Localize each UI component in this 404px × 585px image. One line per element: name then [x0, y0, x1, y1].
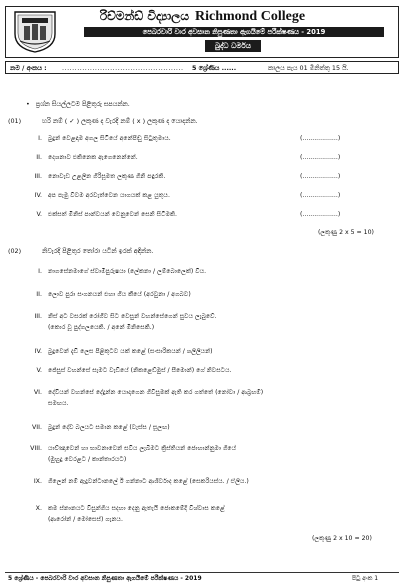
- school-name-english: Richmond College: [194, 8, 306, 24]
- name-fill-line: ................................................: [62, 64, 184, 72]
- q2-item-text[interactable]: ජේසුස් වහන්සේ සැමට වැඩියේ (නිකළෙඩ්මුස් / සීමොන්) ගේ නිවසටය.: [48, 367, 232, 374]
- q2-item-continuation: සමඟය.: [48, 400, 69, 407]
- q2-item-number: V.: [36, 367, 42, 374]
- q2-item-text[interactable]: කම ස්නානයට විසුන්ගිය සදහා දෙනු ඇතැයි ජොකමේදි විශ්වාස කළේ: [48, 505, 225, 512]
- q2-item: [20, 268, 206, 276]
- q2-item-text[interactable]: ලොව පුරා සංගනයන් එහා ගිය කීයේ (අරවුනා / අගබව): [48, 291, 191, 298]
- q2-item-number: VI.: [33, 389, 42, 396]
- q2-item-text[interactable]: බුදුන් දේව බලයට සමාන කළේ (වැස්ස / සූලඟ): [48, 424, 170, 431]
- q2-item: [20, 424, 170, 432]
- question-1-heading: හරි නම් ( ✓ ) ලකුණ ද වැරදි නම් ( x ) ලකුණ ද යොදන්න.: [42, 117, 198, 125]
- q2-item: [20, 389, 263, 397]
- q2-item-text[interactable]: යාච්ඤාවෙන් හා භාවනාවෙන් සවිය ලැබීමට ක්‍රිස්තියන් ජොහාන්නුමා ගියේ: [48, 445, 237, 452]
- q1-item: [20, 135, 171, 143]
- q2-item-number: VII.: [31, 424, 42, 431]
- q2-item-number: VIII.: [30, 445, 42, 452]
- time-label: කාලය පැය 01 මිනිත්තු 15 යි.: [268, 64, 349, 72]
- q1-item-text: එක්සත් මිනිස් පාන්වයන් වෙනුවෙන් සෙනි සිටීමකි.: [48, 211, 178, 218]
- q2-item: [20, 367, 232, 375]
- answer-bracket[interactable]: (..................): [300, 135, 341, 142]
- q1-item-text: අප පැමු වීවම අරවැත්වෙන යාගයක් කළ යුතුය.: [48, 192, 170, 199]
- question-1-marks: (ලකුණු 2 x 5 = 10): [318, 229, 374, 236]
- footer-exam-label: 5 ශ්‍රේණිය - පෙබරවාරි වාර අවසාන නිපුණතා ඇගයීමේ පරීක්ෂණය - 2019: [8, 575, 202, 582]
- q2-item: [20, 445, 236, 453]
- instruction-line: [26, 100, 136, 109]
- q1-item-number: III.: [34, 173, 42, 180]
- q2-item-text[interactable]: නිස් අට වසරක් රෝගීව සිට වෙසුන් වහන්සේගෙන් සුවය ලැබුවේ.: [48, 313, 217, 320]
- instruction-text: ප්‍රශ්න සියල්ලටම පිළිතුරු සපයන්න.: [35, 100, 130, 108]
- q2-item-number: X.: [35, 505, 42, 512]
- q1-item-text: නොවැඩ උළලින ගිරිසූමත ලකුණ ගිනි පඳුරකි.: [48, 173, 166, 180]
- question-2-heading: නිවැරදි පිළිතුර තෝරා යටින් ඉරක් අඳින්න.: [42, 247, 154, 255]
- footer-divider: [5, 572, 399, 573]
- school-crest-logo: [10, 8, 60, 54]
- q2-item-number: II.: [36, 291, 42, 298]
- page-number: පිටු අංක 1: [352, 575, 379, 582]
- q2-item: [20, 291, 191, 299]
- grade-label: 5 ශ්‍රේණිය ......: [192, 64, 237, 72]
- exam-title-band: පෙබරවාරි වාර අවසාන නිපුණතා ඇගයීමේ පරීක්ෂණය - 2019: [84, 27, 384, 37]
- answer-bracket[interactable]: (..................): [300, 192, 341, 199]
- q2-item-options[interactable]: (ආරෝන් / මෝසෙස්) ගැනය.: [48, 516, 123, 523]
- q2-item: [20, 313, 217, 321]
- answer-bracket[interactable]: (..................): [300, 211, 341, 218]
- q2-item: [20, 478, 249, 486]
- question-1-number: (01): [8, 117, 22, 125]
- answer-bracket[interactable]: (..................): [300, 173, 341, 180]
- bullet-marker: •: [26, 100, 30, 108]
- q1-item: [20, 192, 170, 200]
- answer-bracket[interactable]: (..................): [300, 154, 341, 161]
- q1-item-text: දෙශනාව එකිනෙක ඇගෙනෙන්නේ.: [48, 154, 138, 161]
- q1-item-number: I.: [38, 135, 42, 142]
- q2-item-text[interactable]: නාගසේනමාගේ ස්වාමිපුරුෂයා (ලේකනා / ලම්බොලෙක්) විය.: [48, 268, 207, 275]
- q2-item-number: IV.: [34, 348, 42, 355]
- q2-item-number: I.: [38, 268, 42, 275]
- q2-item-number: III.: [34, 313, 42, 320]
- q2-item-number: IX.: [33, 478, 42, 485]
- school-title: [100, 9, 305, 24]
- q2-item-text[interactable]: දේවියන් වහන්සේ දේදුන්න යොදාගෙන ගිවිසුමක් ඇති කර ගත්තේ (නෝවා / ආබ්‍රහම්): [48, 389, 264, 396]
- q2-item: [20, 348, 213, 356]
- q1-item: [20, 211, 177, 219]
- question-2-marks: (ලකුණු 2 x 10 = 20): [312, 535, 372, 542]
- subject-band: බුද්ධ ධර්මය: [205, 40, 261, 52]
- q1-item-text: බුදුන් වෙළඳාම අගල සිටියේ අනේපිඬු සිටුතුමාය.: [48, 135, 171, 142]
- q2-item-options[interactable]: (කොර වූ පුද්ගලයෙකි. / අනේ මිනිසෙකි.): [48, 324, 155, 331]
- q1-item: [20, 154, 138, 162]
- q2-item-text[interactable]: ගිලෙන් නම් ඇදුවන්ටානලේ ඊ ගන්නාට ආශිර්වාද කළේ (සෙකරියස්ය. / ඒලිය.): [48, 478, 249, 485]
- q2-item-options[interactable]: (මුහුදු වෙරළට / කාන්තාරයට): [48, 456, 127, 463]
- q1-item-number: II.: [36, 154, 42, 161]
- question-2-number: (02): [8, 247, 22, 255]
- q1-item-number: IV.: [34, 192, 42, 199]
- name-label: නම / අංකය :: [10, 64, 47, 72]
- q2-item: [20, 505, 225, 513]
- q1-item: [20, 173, 165, 181]
- q2-item-text[interactable]: බුදුවෙන් දැඩි ලෙස පිළිකුටව යක් කළේ (සංසාරිකයන් / ශලිලියන්): [48, 348, 213, 355]
- q1-item-number: V.: [36, 211, 42, 218]
- school-name-sinhala: රිච්මන්ඩ් විද්‍යාලය: [100, 9, 189, 23]
